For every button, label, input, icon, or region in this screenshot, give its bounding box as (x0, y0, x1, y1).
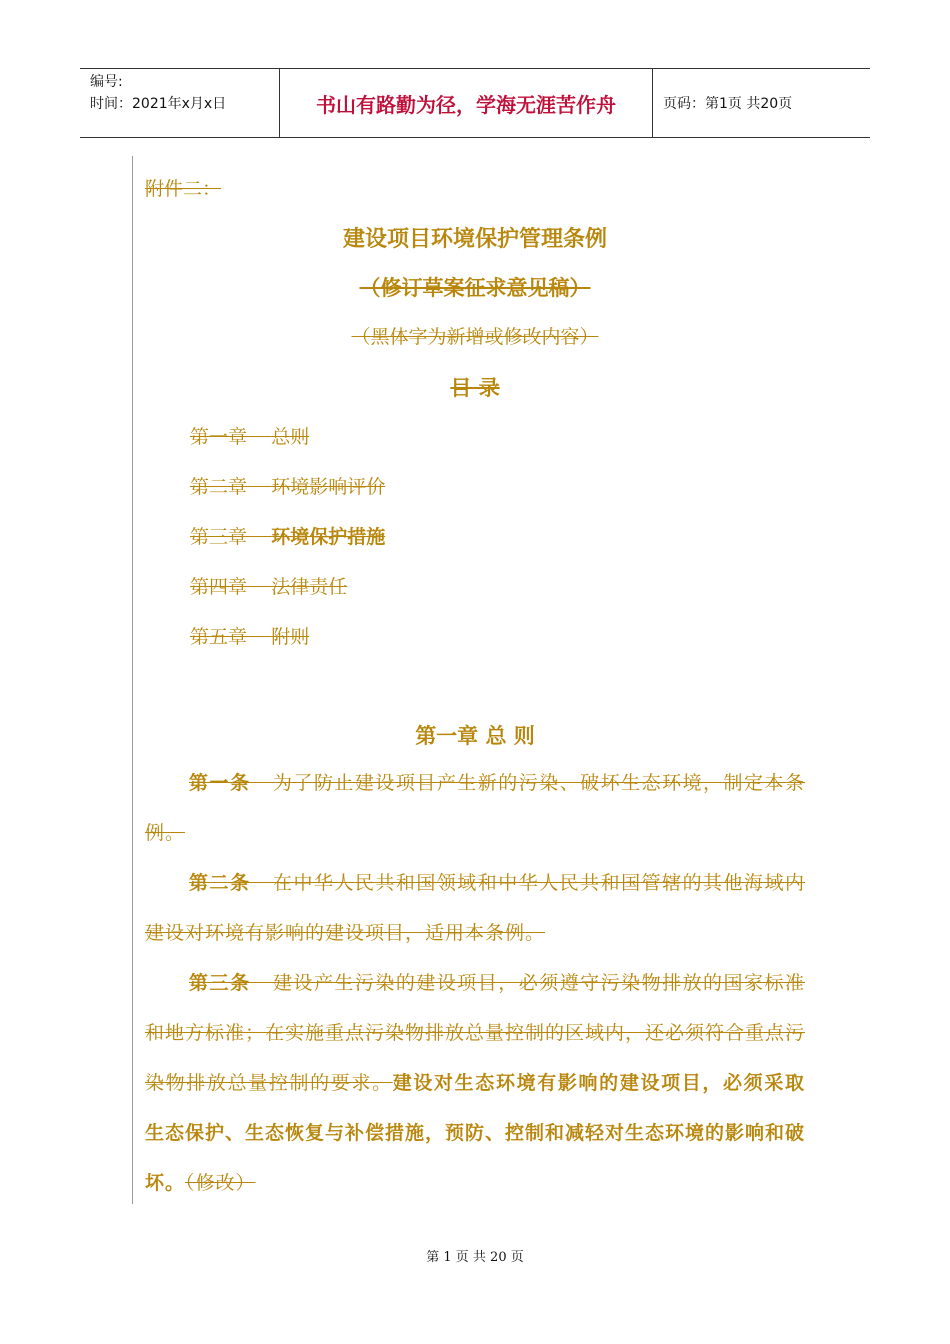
toc-item: 第二章 环境影响评价 (190, 476, 386, 498)
number-label: 编号: (90, 74, 123, 90)
revision-margin-bar (132, 156, 133, 1204)
doc-subtitle: （修订草案征求意见稿） (359, 275, 591, 300)
article-1: 第一条 为了防止建设项目产生新的污染、破坏生态环境，制定本条例。 (145, 772, 805, 844)
article-2: 第二条 在中华人民共和国领域和中华人民共和国管辖的其他海域内建设对环境有影响的建设项目，适用本条例。 (145, 872, 805, 944)
toc-item: 第三章 环境保护措施 (190, 526, 386, 548)
attachment-label: 附件二： (145, 178, 222, 200)
chapter1-heading: 第一章 总 则 (415, 723, 535, 748)
toc-item: 第五章 附则 (190, 626, 310, 648)
page-footer: 第 1 页 共 20 页 (426, 1250, 524, 1265)
toc-item: 第四章 法律责任 (190, 576, 348, 598)
toc-item: 第一章 总则 (190, 426, 310, 448)
page-header (80, 68, 870, 138)
doc-title: 建设项目环境保护管理条例 (342, 226, 607, 252)
header-motto: 书山有路勤为径，学海无涯苦作舟 (280, 69, 653, 137)
toc-heading: 目 录 (450, 375, 500, 400)
doc-note: （黑体字为新增或修改内容） (351, 326, 599, 348)
time-label: 时间：2021年x月x日 (90, 96, 227, 112)
header-page-label: 页码：第1页 共20页 (663, 96, 793, 112)
header-meta (80, 69, 280, 137)
article-3: 第三条 建设产生污染的建设项目，必须遵守污染物排放的国家标准和地方标准；在实施重点污染物排放总量控制的区域内，还必须符合重点污染物排放总量控制的要求。建设对生态环境有影响的建设项目，必须采取生态保护、生态恢复与补偿措施，预防、控制和减轻对生态环境的影响和破坏。（修改） (145, 972, 806, 1194)
